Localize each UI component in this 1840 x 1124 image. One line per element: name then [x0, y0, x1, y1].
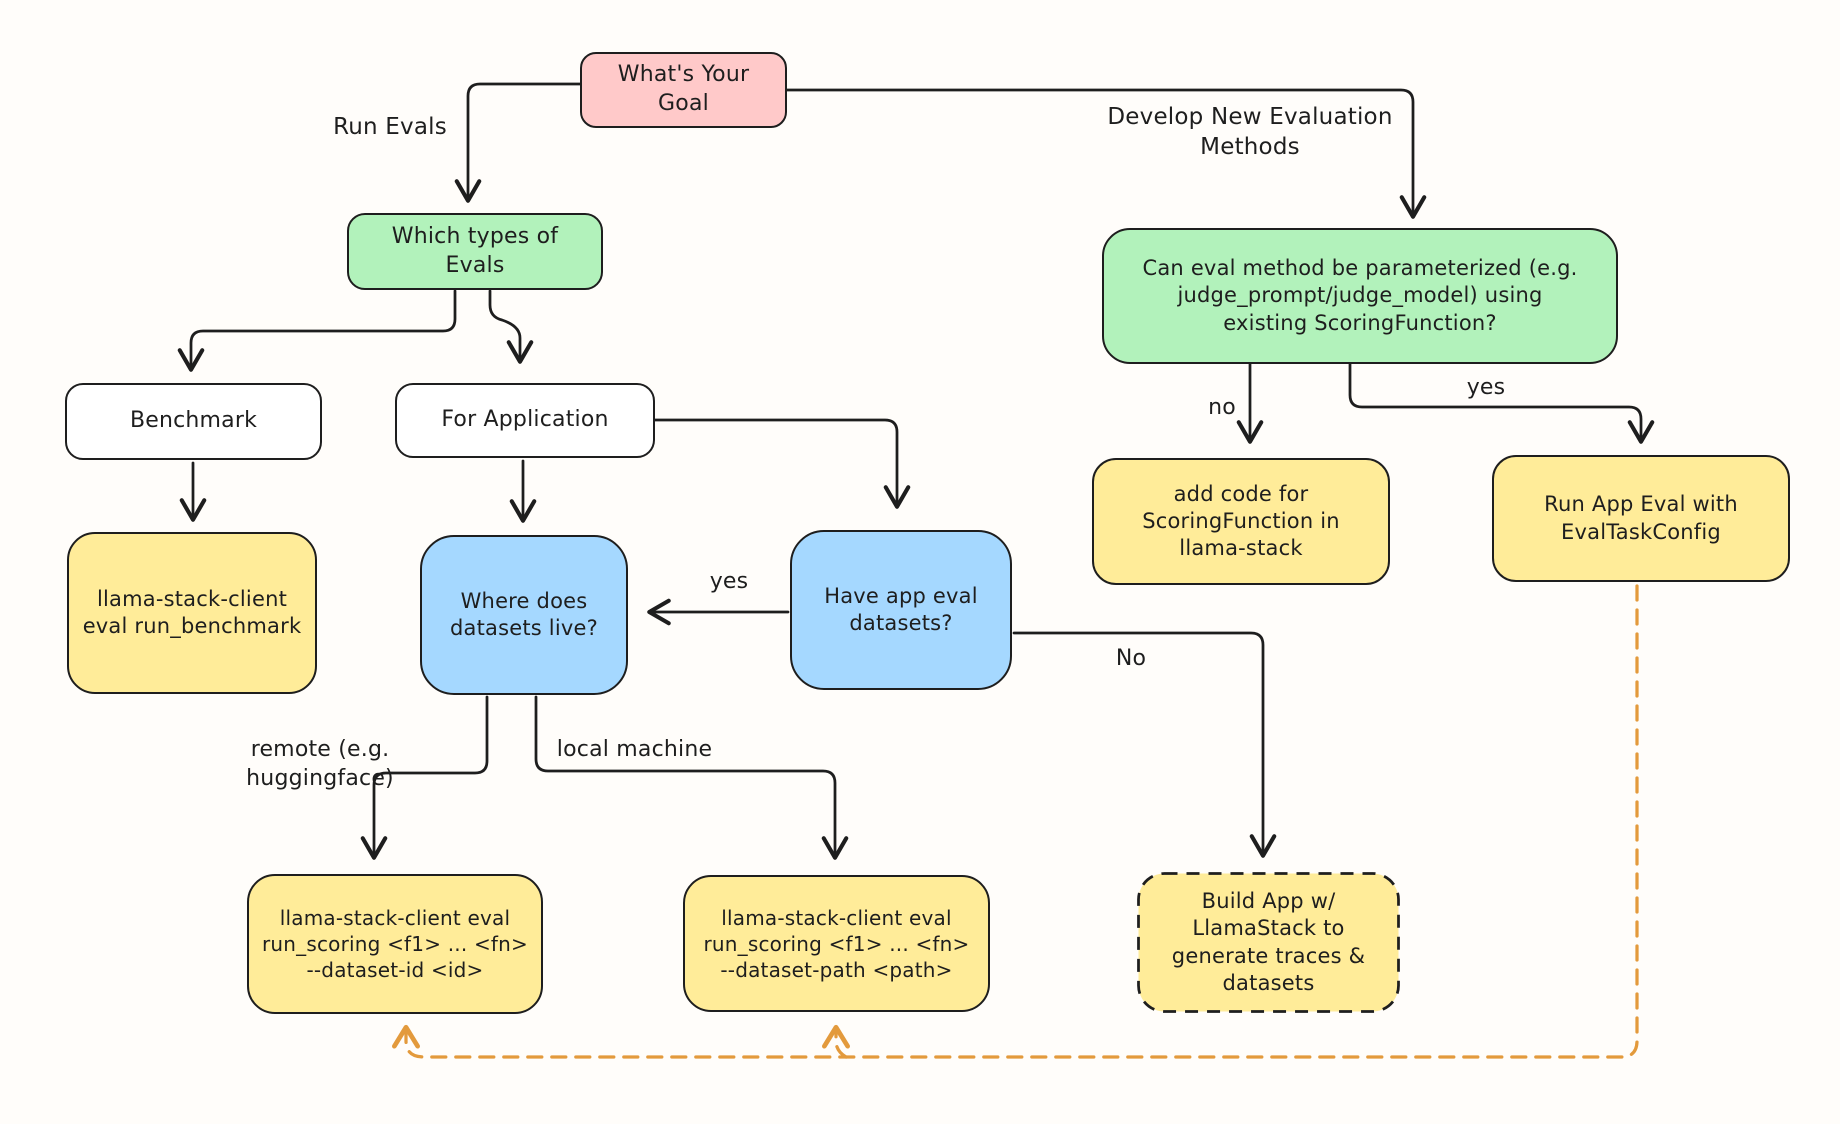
- node-run-scoring-dataset-path-command: llama-stack-client eval run_scoring <f1> ... <fn> --dataset-path <path>: [683, 875, 990, 1012]
- node-run-scoring-dataset-id-command: llama-stack-client eval run_scoring <f1> ... <fn> --dataset-id <id>: [247, 874, 543, 1014]
- label-local-machine: local machine: [556, 737, 713, 762]
- node-which-types-of-evals: Which types of Evals: [347, 213, 603, 290]
- label-remote-huggingface: remote (e.g. huggingface): [246, 737, 394, 791]
- node-run-app-eval-with-evaltaskconfig: Run App Eval with EvalTaskConfig: [1492, 455, 1790, 582]
- node-build-app-with-llamastack: Build App w/ LlamaStack to generate traces & datasets: [1171, 888, 1366, 995]
- edge-which-types-to-for-application: [490, 291, 520, 361]
- node-can-eval-method-be-parameterized: Can eval method be parameterized (e.g. judge_prompt/judge_model) using existing ScoringFunction?: [1102, 228, 1618, 364]
- label-no-param: no: [1208, 395, 1236, 420]
- edge-where-datasets-local-to-run-scoring-path: [536, 697, 835, 857]
- node-add-code-for-scoringfunction: add code for ScoringFunction in llama-stack: [1092, 458, 1390, 585]
- edge-dashed-branch-to-run-scoring-path: [836, 1028, 846, 1057]
- node-whats-your-goal: What's Your Goal: [580, 52, 787, 128]
- label-no-have-datasets: No: [1115, 646, 1147, 671]
- node-where-does-datasets-live: Where does datasets live?: [420, 535, 628, 695]
- node-run-benchmark-command: llama-stack-client eval run_benchmark: [67, 532, 317, 694]
- node-for-application: For Application: [395, 383, 655, 458]
- label-run-evals: Run Evals: [333, 114, 447, 140]
- edge-for-application-to-have-datasets: [655, 420, 897, 506]
- edge-goal-to-which-types: [468, 84, 580, 200]
- node-have-app-eval-datasets: Have app eval datasets?: [790, 530, 1012, 690]
- label-yes-param: yes: [1466, 375, 1506, 400]
- label-yes-have-datasets: yes: [709, 569, 749, 594]
- edge-which-types-to-benchmark: [191, 291, 455, 369]
- node-benchmark: Benchmark: [65, 383, 322, 460]
- label-develop-new-evaluation-methods: Develop New Evaluation Methods: [1107, 104, 1393, 160]
